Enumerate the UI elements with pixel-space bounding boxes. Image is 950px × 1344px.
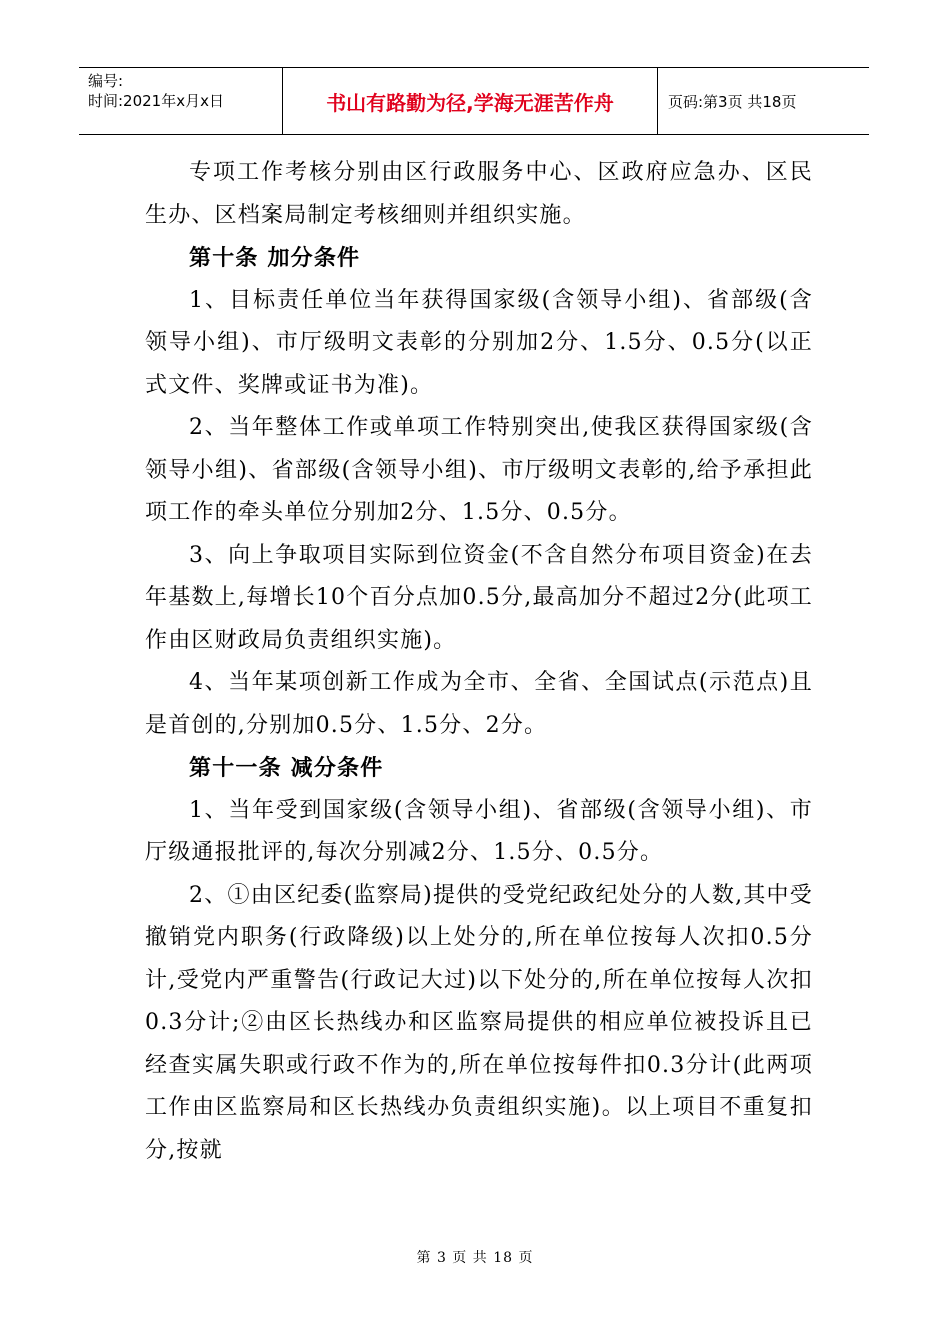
paragraph: 2、①由区纪委(监察局)提供的受党纪政纪处分的人数,其中受撤销党内职务(行政降级)以上处分的,所在单位按每人次扣0.5分计,受党内严重警告(行政记大过)以下处分的,所在单位按每人次扣0.3分计;②由区长热线办和区监察局提供的相应单位被投诉且已经查实属失职或行政不作为的,所在单位按每件扣0.3分计(此两项工作由区监察局和区长热线办负责组织实施)。以上项目不重复扣分,按就 — [145, 882, 813, 1163]
section-heading-article-10: 第十条 加分条件 — [189, 245, 361, 271]
page-header — [79, 67, 869, 135]
header-meta — [79, 68, 282, 134]
document-body — [145, 152, 813, 1172]
time-label: 时间:2021年x月x日 — [88, 92, 224, 110]
paragraph: 1、目标责任单位当年获得国家级(含领导小组)、省部级(含领导小组)、市厅级明文表彰的分别加2分、1.5分、0.5分(以正式文件、奖牌或证书为准)。 — [145, 287, 813, 398]
page-footer: 第 3 页 共 18 页 — [416, 1250, 534, 1266]
paragraph: 1、当年受到国家级(含领导小组)、省部级(含领导小组)、市厅级通报批评的,每次分别减2分、1.5分、0.5分。 — [145, 797, 813, 865]
paragraph: 2、当年整体工作或单项工作特别突出,使我区获得国家级(含领导小组)、省部级(含领导小组)、市厅级明文表彰的,给予承担此项工作的牵头单位分别加2分、1.5分、0.5分。 — [145, 415, 813, 525]
header-motto: 书山有路勤为径,学海无涯苦作舟 — [282, 68, 658, 134]
section-heading-article-11: 第十一条 减分条件 — [189, 755, 384, 781]
number-label: 编号: — [88, 72, 124, 90]
header-page-code: 页码:第3页 共18页 — [668, 92, 797, 111]
paragraph: 3、向上争取项目实际到位资金(不含自然分布项目资金)在去年基数上,每增长10个百分点加0.5分,最高加分不超过2分(此项工作由区财政局负责组织实施)。 — [145, 542, 813, 653]
paragraph: 4、当年某项创新工作成为全市、全省、全国试点(示范点)且是首创的,分别加0.5分、1.5分、2分。 — [145, 670, 813, 738]
paragraph: 专项工作考核分别由区行政服务中心、区政府应急办、区民生办、区档案局制定考核细则并组织实施。 — [145, 160, 813, 228]
